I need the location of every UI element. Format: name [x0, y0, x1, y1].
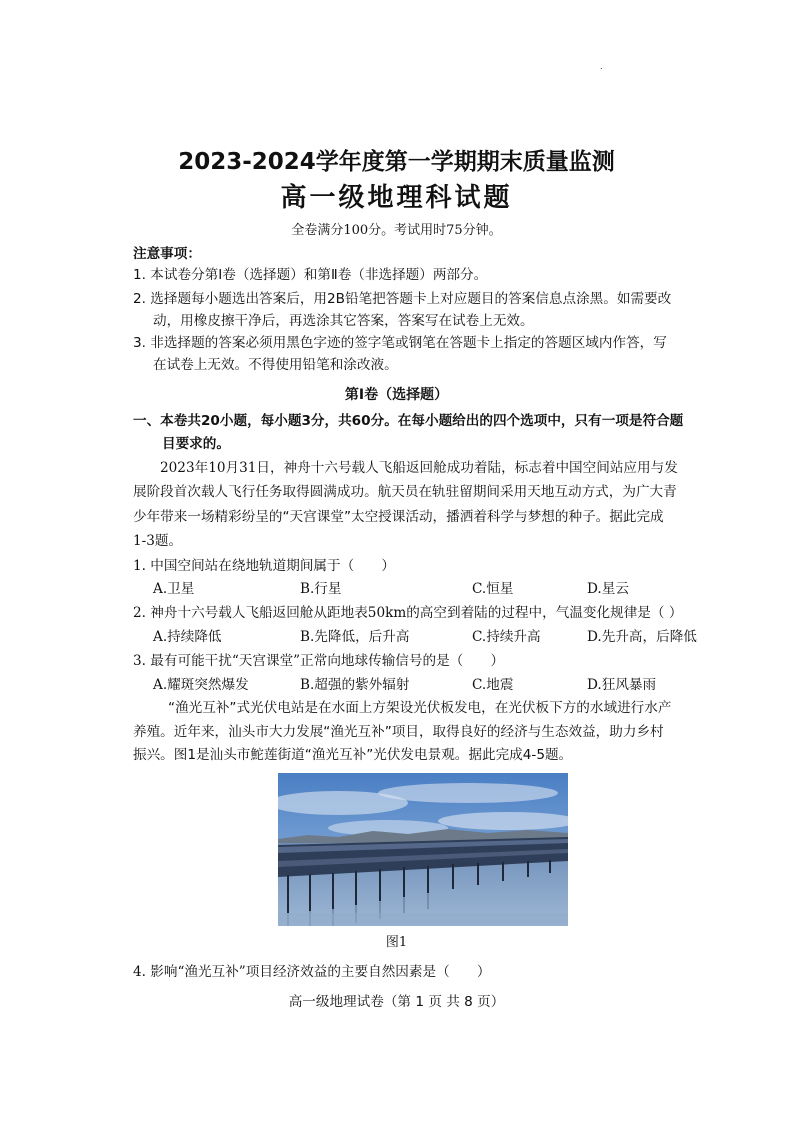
question-option: A.持续降低	[153, 629, 222, 645]
question-option: C.持续升高	[472, 629, 541, 645]
passage-line: 振兴。图1是汕头市鮀莲街道“渔光互补”光伏发电景观。据此完成4-5题。	[133, 747, 573, 763]
notice-item: 1. 本试卷分第Ⅰ卷（选择题）和第Ⅱ卷（非选择题）两部分。	[133, 267, 488, 283]
page-title: 2023-2024学年度第一学期期末质量监测	[178, 149, 615, 175]
section-instruction: 目要求的。	[162, 436, 230, 452]
notice-item: 在试卷上无效。不得使用铅笔和涂改液。	[153, 357, 398, 373]
page-footer: 高一级地理试卷（第 1 页 共 8 页）	[288, 994, 505, 1010]
question-stem: 4. 影响“渔光互补”项目经济效益的主要自然因素是（ ）	[133, 964, 491, 980]
question-option: B.超强的紫外辐射	[300, 677, 410, 693]
question-stem: 1. 中国空间站在绕地轨道期间属于（ ）	[133, 558, 395, 574]
passage-line: 展阶段首次载人飞行任务取得圆满成功。航天员在轨驻留期间采用天地互动方式，为广大青	[133, 484, 677, 500]
notice-item: 动，用橡皮擦干净后，再选涂其它答案，答案写在试卷上无效。	[153, 313, 534, 329]
question-option: C.恒星	[472, 581, 514, 597]
score-time-note: 全卷满分100分。考试用时75分钟。	[291, 223, 502, 238]
passage-line: 少年带来一场精彩纷呈的“天宫课堂”太空授课活动，播洒着科学与梦想的种子。据此完成	[133, 509, 664, 525]
notice-item: 2. 选择题每小题选出答案后，用2B铅笔把答题卡上对应题目的答案信息点涂黑。如需要改	[133, 291, 672, 307]
question-option: D.狂风暴雨	[587, 677, 657, 693]
section-instruction: 一、本卷共20小题，每小题3分，共60分。在每小题给出的四个选项中，只有一项是符合题	[133, 413, 684, 429]
passage-line: “渔光互补”式光伏电站是在水面上方架设光伏板发电，在光伏板下方的水域进行水产	[168, 700, 672, 716]
section-title: 第Ⅰ卷（选择题）	[344, 387, 449, 403]
question-option: B.先降低，后升高	[300, 629, 410, 645]
page-subtitle-title: 高一级地理科试题	[280, 183, 513, 213]
question-stem: 2. 神舟十六号载人飞船返回舱从距地表50km的高空到着陆的过程中，气温变化规律是（ ）	[133, 605, 683, 621]
question-option: D.先升高，后降低	[587, 629, 697, 645]
solar-farm-photo	[278, 773, 568, 926]
passage-line: 1-3题。	[133, 533, 183, 549]
passage-line: 2023年10月31日，神舟十六号载人飞船返回舱成功着陆，标志着中国空间站应用与发	[160, 460, 678, 476]
question-option: B.行星	[300, 581, 342, 597]
notice-item: 3. 非选择题的答案必须用黑色字迹的签字笔或钢笔在答题卡上指定的答题区域内作答，写	[133, 335, 667, 351]
notice-heading: 注意事项：	[133, 246, 201, 262]
question-stem: 3. 最有可能干扰“天宫课堂”正常向地球传输信号的是（ ）	[133, 653, 505, 669]
question-option: A.耀斑突然爆发	[153, 677, 249, 693]
question-option: D.星云	[587, 581, 629, 597]
corner-mark: .	[600, 62, 603, 71]
passage-line: 养殖。近年来，汕头市大力发展“渔光互补”项目，取得良好的经济与生态效益，助力乡村	[133, 724, 664, 740]
question-option: C.地震	[472, 677, 514, 693]
question-option: A.卫星	[153, 581, 195, 597]
figure-caption: 图1	[385, 935, 408, 950]
